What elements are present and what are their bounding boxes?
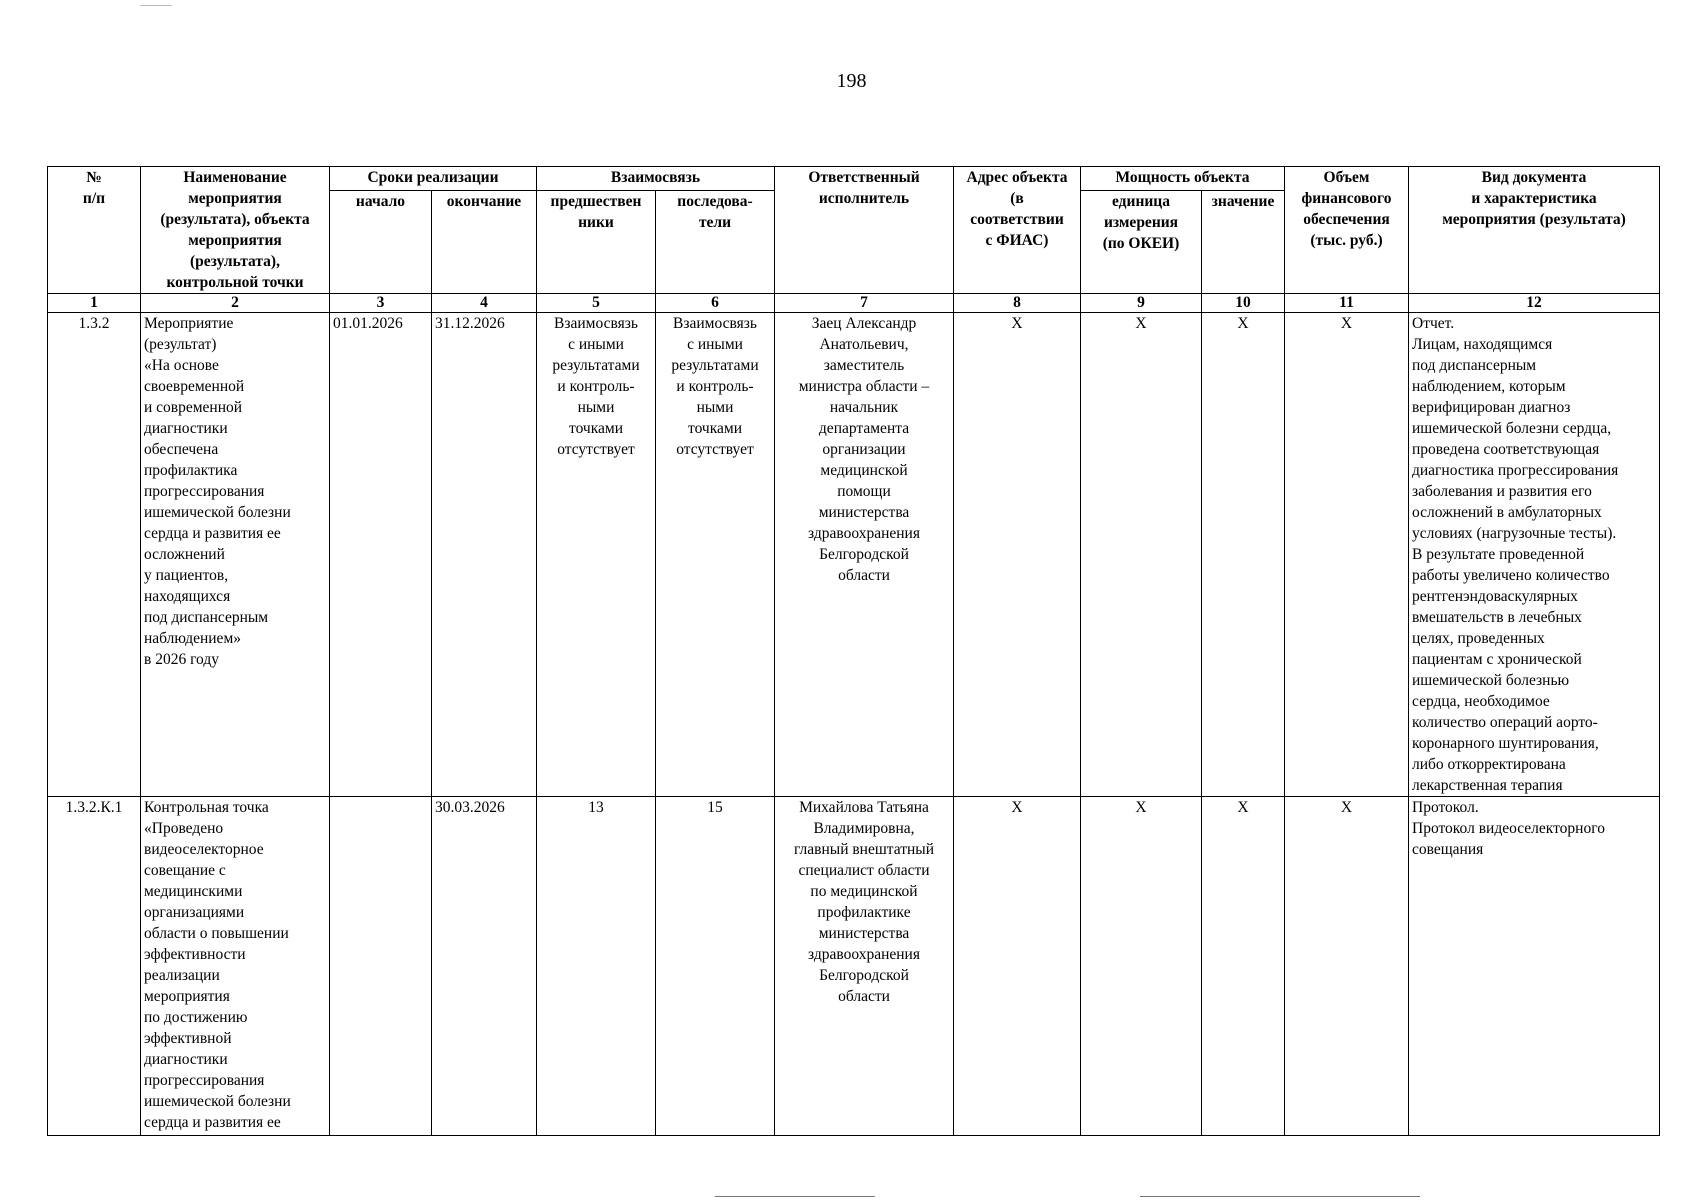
start-date: 01.01.2026: [330, 313, 432, 797]
predecessors-cell: 13: [537, 797, 656, 1136]
header-unit: единица измерения (по ОКЕИ): [1081, 191, 1202, 294]
header-value: значение: [1202, 191, 1285, 294]
column-number: 8: [954, 294, 1081, 313]
column-number: 6: [656, 294, 775, 313]
header-row-1: [48, 167, 1660, 191]
value-cell: X: [1202, 797, 1285, 1136]
start-date: [330, 797, 432, 1136]
address-cell: X: [954, 313, 1081, 797]
address-cell: X: [954, 797, 1081, 1136]
header-predecessors: предшествен ники: [537, 191, 656, 294]
column-number: 4: [432, 294, 537, 313]
header-dates: Сроки реализации: [330, 167, 537, 191]
scan-mark: [715, 1196, 875, 1197]
header-name: Наименование мероприятия (результата), объекта мероприятия (результата), контрольной точки: [141, 167, 330, 294]
scan-mark: [140, 5, 172, 6]
column-number: 2: [141, 294, 330, 313]
column-number: 7: [775, 294, 954, 313]
table-row: [48, 797, 1660, 1136]
header-start: начало: [330, 191, 432, 294]
header-address: Адрес объекта (в соответствии с ФИАС): [954, 167, 1081, 294]
doc-cell: Отчет. Лицам, находящимся под диспансерным наблюдением, которым верифицирован диагноз ишемической болезни сердца, проведена соответствующая диагностика прогрессирования заболевания и развития его осложнений в амбулаторных условиях (нагрузочные тесты). В результате проведенной работы увеличено количество рентгенэндоваскулярных вмешательств в лечебных целях, проведенных пациентам с хронической ишемической болезнью сердца, необходимое количество операций аорто- коронарного шунтирования, либо откорректирована лекарственная терапия: [1409, 313, 1660, 797]
activity-name: Контрольная точка «Проведено видеоселекторное совещание с медицинскими организациями области о повышении эффективности реализации мероприятия по достижению эффективной диагностики прогрессирования ишемической болезни сердца и развития ее: [141, 797, 330, 1136]
header-responsible: Ответственный исполнитель: [775, 167, 954, 294]
activity-name: Мероприятие (результат) «На основе своевременной и современной диагностики обеспечена профилактика прогрессирования ишемической болезни сердца и развития ее осложнений у пациентов, находящихся под диспансерным наблюдением» в 2026 году: [141, 313, 330, 797]
header-num: № п/п: [48, 167, 141, 294]
end-date: 30.03.2026: [432, 797, 537, 1136]
header-doc-type: Вид документа и характеристика мероприятия (результата): [1409, 167, 1660, 294]
successors-cell: Взаимосвязь с иными результатами и контроль- ными точками отсутствует: [656, 313, 775, 797]
end-date: 31.12.2026: [432, 313, 537, 797]
header-successors: последова- тели: [656, 191, 775, 294]
column-number: 10: [1202, 294, 1285, 313]
column-number: 11: [1285, 294, 1409, 313]
unit-cell: X: [1081, 313, 1202, 797]
table-row: [48, 313, 1660, 797]
finance-cell: X: [1285, 313, 1409, 797]
row-number: 1.3.2: [48, 313, 141, 797]
column-number: 9: [1081, 294, 1202, 313]
column-number: 1: [48, 294, 141, 313]
finance-cell: X: [1285, 797, 1409, 1136]
predecessors-cell: Взаимосвязь с иными результатами и контроль- ными точками отсутствует: [537, 313, 656, 797]
column-number: 5: [537, 294, 656, 313]
header-capacity: Мощность объекта: [1081, 167, 1285, 191]
column-number: 12: [1409, 294, 1660, 313]
successors-cell: 15: [656, 797, 775, 1136]
responsible-cell: Михайлова Татьяна Владимировна, главный внештатный специалист области по медицинской профилактике министерства здравоохранения Белгородской области: [775, 797, 954, 1136]
header-relation: Взаимосвязь: [537, 167, 775, 191]
header-end: окончание: [432, 191, 537, 294]
value-cell: X: [1202, 313, 1285, 797]
unit-cell: X: [1081, 797, 1202, 1136]
responsible-cell: Заец Александр Анатольевич, заместитель министра области – начальник департамента организации медицинской помощи министерства здравоохранения Белгородской области: [775, 313, 954, 797]
scan-mark: [1140, 1196, 1420, 1197]
doc-cell: Протокол. Протокол видеоселекторного совещания: [1409, 797, 1660, 1136]
column-number: 3: [330, 294, 432, 313]
row-number: 1.3.2.К.1: [48, 797, 141, 1136]
activities-table: [47, 166, 1660, 1136]
header-finance: Объем финансового обеспечения (тыс. руб.): [1285, 167, 1409, 294]
column-number-row: [48, 294, 1660, 313]
page-number: 198: [836, 70, 867, 92]
